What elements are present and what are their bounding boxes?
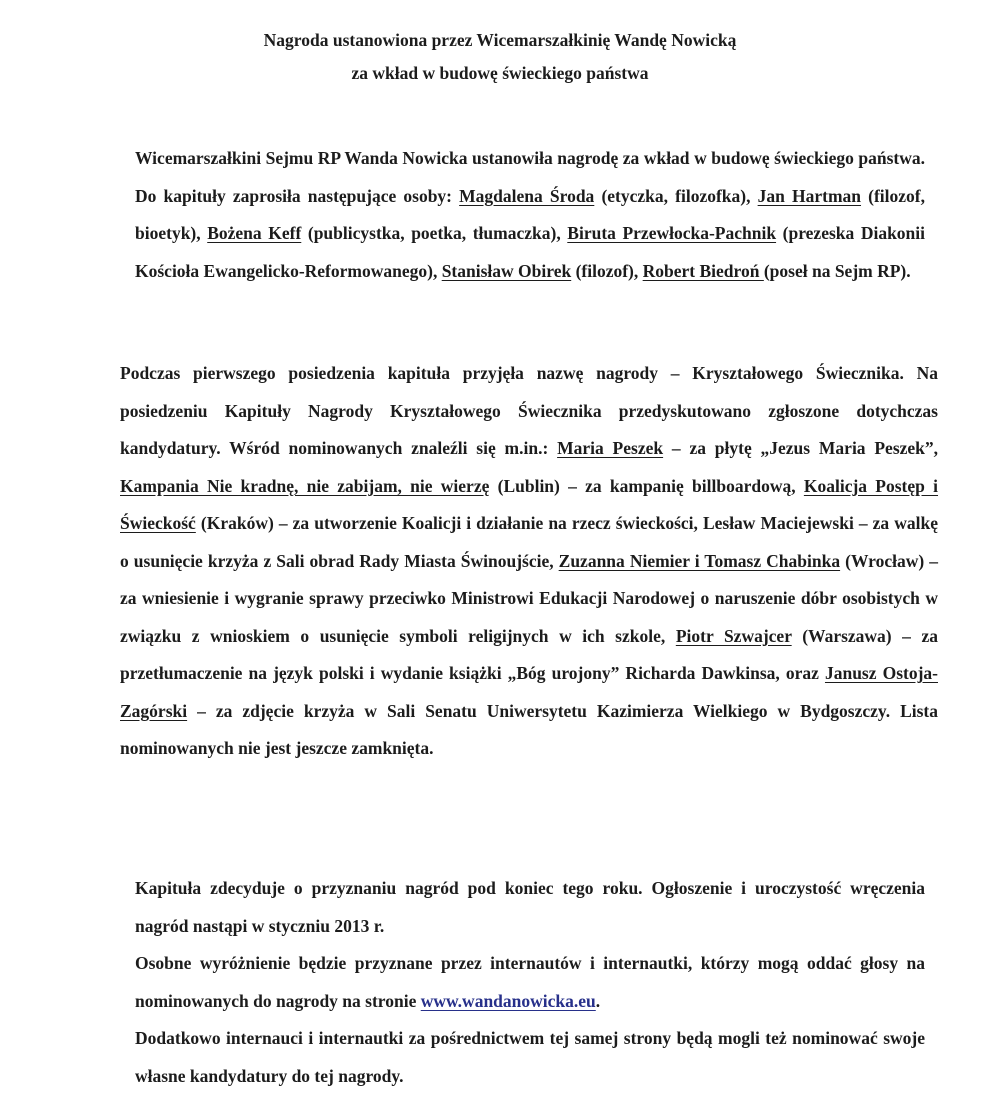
text-segment: (prezeska Diakonii Kościoła Ewangelicko-Reformowanego), [135,223,926,281]
text-segment: (Kraków) – za utworzenie Koalicji i działanie na rzecz świeckości, Lesław Maciejewski – za walkę o usunięcie krzyża z Sali obrad Rady Miasta Świnoujście, [120,513,938,571]
website-link[interactable]: www.wandanowicka.eu [420,990,596,1011]
text-segment: Podczas pierwszego posiedzenia kapituła przyjęła nazwę nagrody – Kryształowego Świecznika. Na posiedzeniu Kapituły Nagrody Kryształowego Świecznika przedyskutowano zgłoszone dotychczas kandydatury. Wśród nominowanych znaleźli się m.in.: [120,363,938,458]
link-piotr-szwajcer[interactable]: Piotr Szwajcer [675,625,792,646]
link-biruta-przewlocka-pachnik[interactable]: Biruta Przewłocka-Pachnik [567,223,777,243]
link-stanislaw-obirek[interactable]: Stanisław Obirek [441,260,572,281]
link-bozena-keff[interactable]: Bożena Keff [207,223,302,243]
text-segment: . [595,990,601,1011]
link-zuzanna-niemier-tomasz-chabinka[interactable]: Zuzanna Niemier i Tomasz Chabinka [558,550,841,571]
link-janusz-ostoja-zagorski[interactable]: Janusz Ostoja-Zagórski [120,663,938,721]
paragraph-nominees [120,355,938,768]
text-segment: (Warszawa) – za przetłumaczenie na język polski i wydanie książki „Bóg urojony” Richarda Dawkinsa, oraz [120,625,938,683]
announcement-sentence-3: Dodatkowo internauci i internautki za pośrednictwem tej samej strony będą mogli też nominować swoje własne kandydatury do tej nagrody. [135,1028,925,1086]
link-kampania-nie-kradne[interactable]: Kampania Nie kradnę, nie zabijam, nie wierzę [120,475,490,496]
link-magdalena-sroda[interactable]: Magdalena Środa [459,185,595,206]
title-line-2: za wkład w budowę świeckiego państwa [351,63,649,83]
link-koalicja-postep-i-swieckosc[interactable]: Koalicja Postęp i Świeckość [120,475,939,533]
text-segment: (Lublin) – za kampanię billboardową, [489,475,804,496]
text-segment: – za płytę „Jezus Maria Peszek”, [663,438,939,458]
text-segment: (poseł na Sejm RP). [763,260,911,281]
text-segment: (filozof), [571,260,643,281]
announcement-sentence-1: Kapituła zdecyduje o przyznaniu nagród pod koniec tego roku. Ogłoszenie i uroczystość wręczenia nagród nastąpi w styczniu 2013 r. [135,878,925,936]
text-segment: (Wrocław) – za wniesienie i wygranie sprawy przeciwko Ministrowi Edukacji Narodowej o naruszenie dóbr osobistych w związku z wnioskiem o usunięcie symboli religijnych w ich szkole, [120,550,938,646]
title-line-1: Nagroda ustanowiona przez Wicemarszałkinię Wandę Nowicką [263,30,737,50]
text-segment: (filozof, bioetyk), [135,185,926,243]
text-segment: Wicemarszałkini Sejmu RP Wanda Nowicka ustanowiła nagrodę za wkład w budowę świeckiego państwa. Do kapituły zaprosiła następujące osoby: [135,148,925,206]
announcement-sentence-2 [135,945,925,1020]
link-robert-biedron[interactable]: Robert Biedroń [642,260,764,281]
text-segment: (etyczka, filozofka), [594,185,758,206]
text-segment: Osobne wyróżnienie będzie przyznane przez internautów i internautki, którzy mogą oddać głosy na nominowanych do nagrody na stronie [135,953,925,1011]
link-jan-hartman[interactable]: Jan Hartman [757,185,862,206]
paragraph-chapter-members [135,140,925,290]
text-segment: (publicystka, poetka, tłumaczka), [301,223,568,243]
document-title [0,24,1000,90]
link-maria-peszek[interactable]: Maria Peszek [557,438,664,458]
text-segment: – za zdjęcie krzyża w Sali Senatu Uniwersytetu Kazimierza Wielkiego w Bydgoszczy. Lista nominowanych nie jest jeszcze zamknięta. [120,700,938,758]
paragraph-announcement [135,870,925,1095]
